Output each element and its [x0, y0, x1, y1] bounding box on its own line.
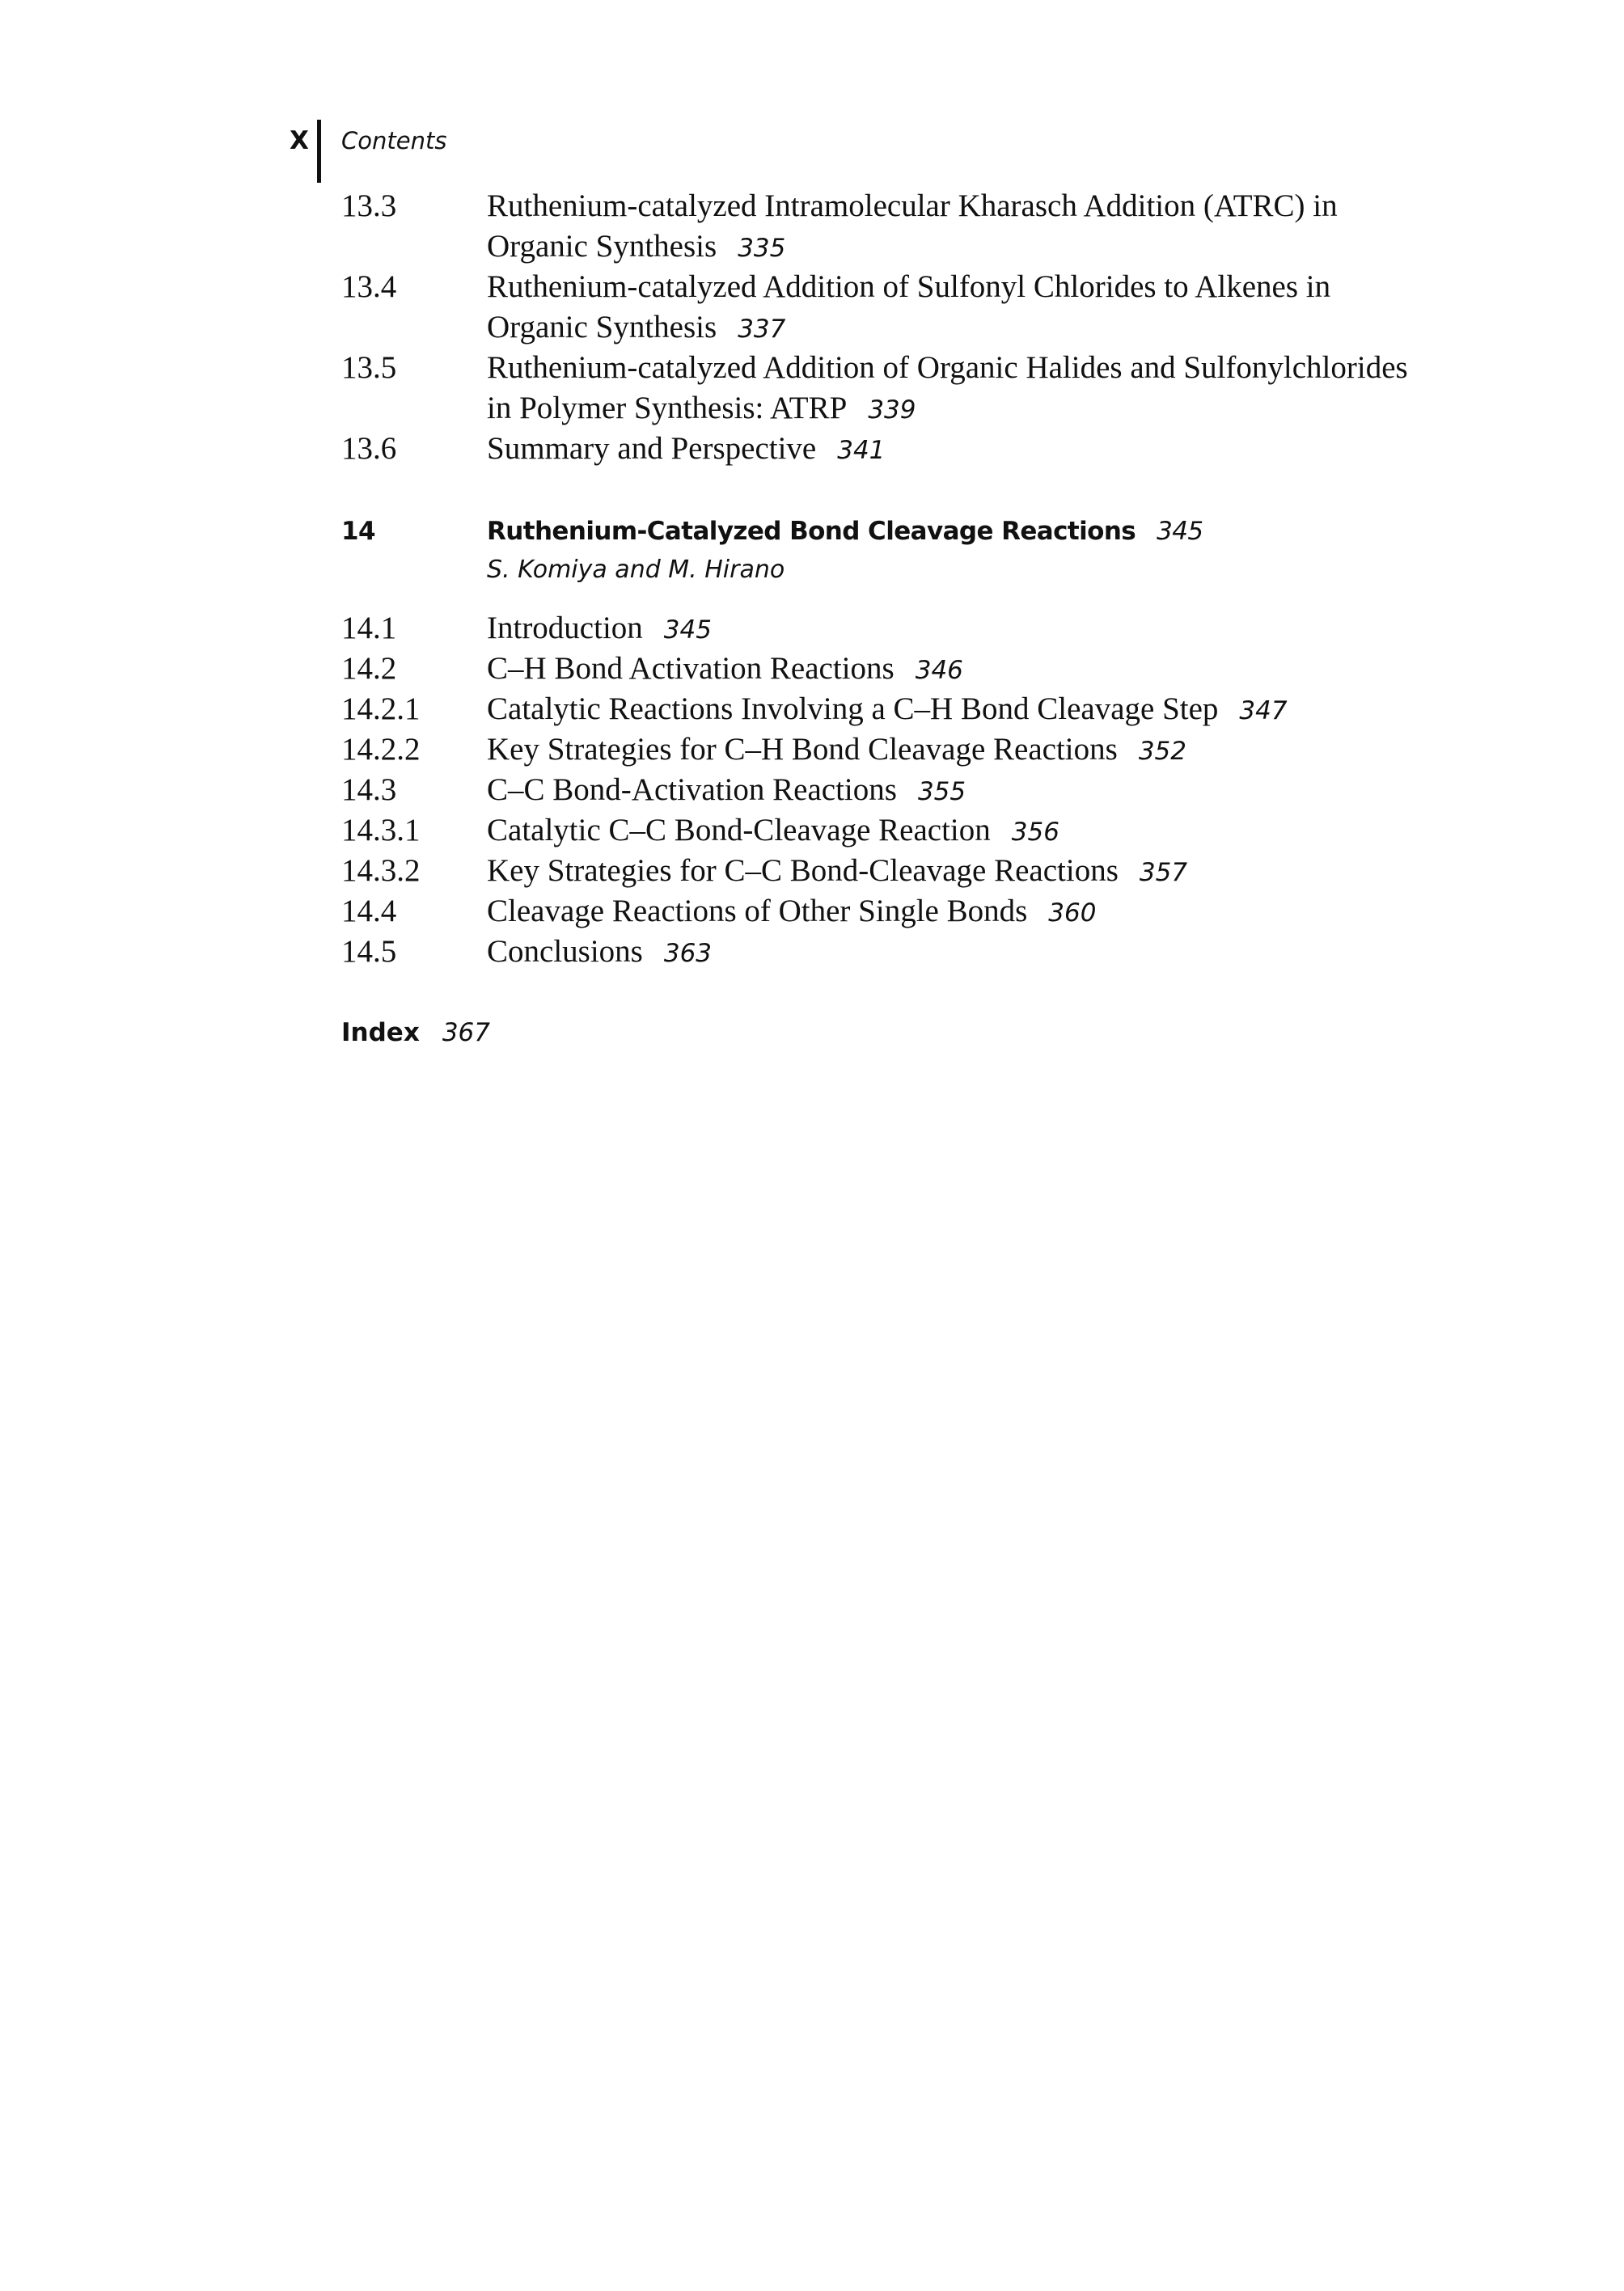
section-number: 14.3.1 — [341, 813, 421, 848]
section-title — [487, 689, 1490, 731]
section-number: 14.2.1 — [341, 691, 421, 726]
section-title-text: Cleavage Reactions of Other Single Bonds — [487, 894, 1028, 928]
section-title — [487, 891, 1490, 933]
chapter-title — [487, 511, 1490, 552]
section-number: 14.1 — [341, 611, 397, 645]
chapter-number: 14 — [341, 517, 375, 546]
index-label: Index — [341, 1018, 420, 1047]
section-title-text: Catalytic Reactions Involving a C–H Bond Cleavage Step — [487, 691, 1219, 726]
page-reference: 347 — [1239, 696, 1288, 725]
page-reference: 355 — [917, 777, 966, 806]
section-title-line: Organic Synthesis — [487, 310, 717, 344]
section-title — [487, 932, 1490, 974]
section-number: 13.6 — [341, 431, 397, 466]
section-number: 13.4 — [341, 269, 397, 304]
section-title-text: Introduction — [487, 611, 643, 645]
chapter-title-text: Ruthenium-Catalyzed Bond Cleavage Reactions — [487, 517, 1136, 546]
page-reference: 367 — [442, 1018, 490, 1047]
chapter-authors: S. Komiya and M. Hirano — [487, 556, 785, 584]
section-title-text: C–C Bond-Activation Reactions — [487, 772, 897, 807]
section-title-text: Catalytic C–C Bond-Cleavage Reaction — [487, 813, 991, 848]
section-title-line: Ruthenium-catalyzed Addition of Sulfonyl Chlorides to Alkenes in — [487, 269, 1331, 304]
section-title — [487, 810, 1490, 852]
page-reference: 360 — [1048, 898, 1097, 928]
section-title — [487, 649, 1490, 691]
page-reference: 356 — [1011, 818, 1059, 847]
section-title — [487, 186, 1490, 268]
section-title — [487, 267, 1490, 349]
section-title-line: Ruthenium-catalyzed Addition of Organic Halides and Sulfonylchlorides — [487, 350, 1408, 385]
toc-index[interactable] — [341, 1017, 490, 1049]
section-title-text: Key Strategies for C–H Bond Cleavage Reactions — [487, 732, 1118, 767]
page-reference: 341 — [837, 436, 886, 465]
section-title — [487, 729, 1490, 771]
section-title-line: Ruthenium-catalyzed Intramolecular Kharasch Addition (ATRC) in — [487, 188, 1338, 223]
section-number: 14.2.2 — [341, 732, 421, 767]
section-number: 14.3 — [341, 772, 397, 807]
section-title-text: Key Strategies for C–C Bond-Cleavage Reactions — [487, 853, 1119, 888]
section-number: 13.3 — [341, 188, 397, 223]
page-reference: 346 — [915, 656, 963, 685]
section-title-text: C–H Bond Activation Reactions — [487, 651, 894, 686]
page-reference: 339 — [868, 395, 916, 425]
section-title — [487, 608, 1490, 650]
page-reference: 345 — [663, 615, 712, 645]
section-number: 14.5 — [341, 934, 397, 969]
section-title-line: Organic Synthesis — [487, 229, 717, 264]
section-title — [487, 348, 1490, 430]
section-number: 14.2 — [341, 651, 397, 686]
section-title-line: in Polymer Synthesis: ATRP — [487, 391, 848, 425]
section-title — [487, 851, 1490, 893]
section-title — [487, 429, 1490, 471]
section-number: 14.3.2 — [341, 853, 421, 888]
section-number: 13.5 — [341, 350, 397, 385]
page-reference: 363 — [663, 939, 713, 968]
section-title-line: Summary and Perspective — [487, 431, 817, 466]
page-reference: 345 — [1157, 517, 1203, 546]
page-number: X — [290, 126, 309, 155]
page-reference: 352 — [1138, 737, 1186, 766]
page-reference: 335 — [738, 234, 786, 263]
page-reference: 337 — [738, 315, 786, 344]
section-number: 14.4 — [341, 894, 397, 928]
section-title-text: Conclusions — [487, 934, 643, 969]
header-rule — [317, 120, 321, 183]
section-title — [487, 770, 1490, 812]
page-reference: 357 — [1139, 858, 1188, 887]
running-title: Contents — [341, 127, 447, 154]
